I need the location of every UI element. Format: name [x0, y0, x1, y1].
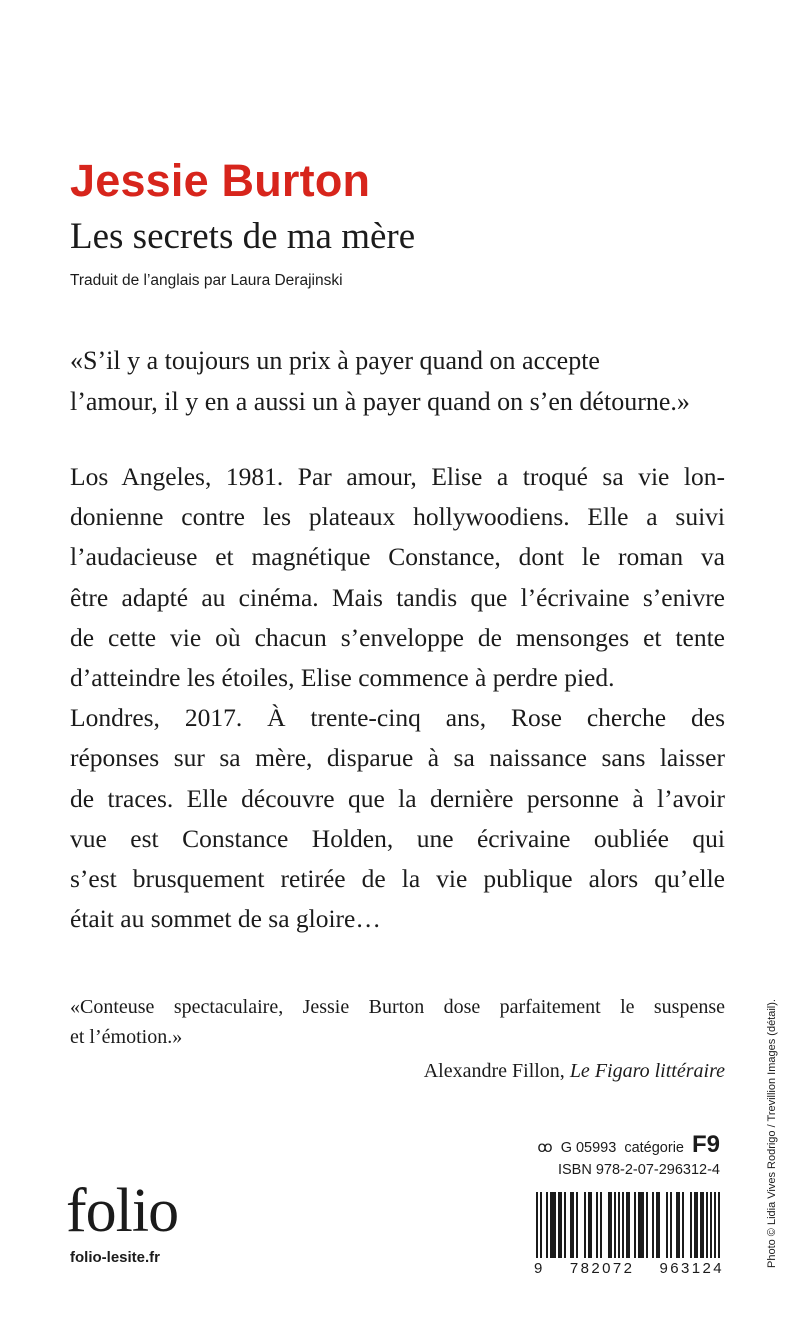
epigraph-line: «S’il y a toujours un prix à payer quand on accepte: [70, 346, 600, 375]
publisher-website: folio-lesite.fr: [70, 1249, 161, 1266]
category-label: catégorie: [624, 1140, 684, 1156]
barcode-bar: [656, 1192, 660, 1258]
review-source: [70, 1056, 725, 1086]
press-review: [70, 992, 725, 1086]
translator-credit: Traduit de l’anglais par Laura Derajinski: [70, 272, 343, 289]
barcode-digit-group: 9: [534, 1260, 545, 1277]
barcode-bar: [558, 1192, 562, 1258]
folio-logo: folio: [66, 1177, 179, 1245]
barcode-bar: [700, 1192, 704, 1258]
barcode-bar: [706, 1192, 708, 1258]
barcode-bar: [584, 1192, 586, 1258]
barcode-digit-group: 963124: [659, 1260, 724, 1277]
summary-line: Los Angeles, 1981. Par amour, Elise a troqué sa vie lon-: [70, 462, 725, 491]
barcode-bar: [718, 1192, 720, 1258]
category-code: F9: [691, 1131, 720, 1158]
summary-line: de cette vie où chacun s’enveloppe de mensonges et tente: [70, 622, 725, 652]
summary-line: était au sommet de sa gloire…: [70, 904, 381, 934]
barcode-bar: [710, 1192, 712, 1258]
summary-line: d’atteindre les étoiles, Elise commence à perdre pied.: [70, 663, 615, 693]
barcode-bar: [596, 1192, 598, 1258]
review-source-publication: Le Figaro littéraire: [569, 1060, 725, 1082]
summary-line: donienne contre les plateaux hollywoodiens. Elle a suivi: [70, 502, 725, 532]
barcode-bar: [638, 1192, 644, 1258]
barcode-bar: [622, 1192, 624, 1258]
book-summary: [70, 457, 725, 939]
barcode-bar: [618, 1192, 620, 1258]
summary-line: s’est brusquement retirée de la vie publique alors qu’elle: [70, 864, 725, 894]
barcode-bar: [540, 1192, 542, 1258]
epigraph-line: l’amour, il y en a aussi un à payer quand on s’en détourne.»: [70, 387, 690, 416]
catalog-info: [537, 1133, 720, 1157]
barcode: [534, 1192, 724, 1276]
barcode-bar: [634, 1192, 636, 1258]
summary-line: être adapté au cinéma. Mais tandis que l’écrivaine s’enivre: [70, 582, 725, 612]
barcode-bar: [614, 1192, 616, 1258]
barcode-bar: [588, 1192, 592, 1258]
barcode-bar: [670, 1192, 672, 1258]
barcode-bar: [676, 1192, 680, 1258]
barcode-digits: [534, 1261, 724, 1276]
author-name: Jessie Burton: [70, 155, 371, 206]
summary-line: l’audacieuse et magnétique Constance, dont le roman va: [70, 542, 725, 572]
barcode-bar: [576, 1192, 578, 1258]
barcode-bar: [690, 1192, 692, 1258]
isbn-number: ISBN 978-2-07-296312-4: [557, 1162, 720, 1178]
summary-line: réponses sur sa mère, disparue à sa naissance sans laisser: [70, 743, 725, 773]
barcode-bar: [626, 1192, 630, 1258]
barcode-digit-group: 782072: [569, 1260, 635, 1277]
gallimard-logo-icon: ꝏ: [537, 1139, 553, 1156]
epigraph-quote: [70, 340, 690, 422]
summary-line: Londres, 2017. À trente-cinq ans, Rose cherche des: [70, 703, 725, 733]
barcode-bar: [682, 1192, 684, 1258]
review-quote-line: et l’émotion.»: [70, 1026, 183, 1048]
barcode-bar: [652, 1192, 654, 1258]
barcode-bar: [536, 1192, 538, 1258]
barcode-bar: [564, 1192, 566, 1258]
summary-line: de traces. Elle découvre que la dernière personne à l’avoir: [70, 783, 725, 813]
barcode-bar: [600, 1192, 602, 1258]
barcode-bar: [694, 1192, 698, 1258]
review-quote-line: «Conteuse spectaculaire, Jessie Burton dose parfaitement le suspense: [70, 996, 725, 1018]
barcode-bars: [534, 1192, 724, 1258]
review-source-author: Alexandre Fillon,: [423, 1060, 570, 1082]
barcode-bar: [550, 1192, 556, 1258]
barcode-bar: [608, 1192, 612, 1258]
barcode-bar: [646, 1192, 648, 1258]
book-title: Les secrets de ma mère: [70, 216, 416, 257]
summary-line: vue est Constance Holden, une écrivaine oubliée qui: [70, 823, 725, 853]
barcode-bar: [546, 1192, 548, 1258]
barcode-bar: [714, 1192, 716, 1258]
catalog-code: G 05993: [560, 1140, 617, 1156]
photo-credit: Photo © Lidia Vives Rodrigo / Trevillion Images (détail).: [766, 999, 778, 1268]
barcode-bar: [570, 1192, 574, 1258]
barcode-bar: [666, 1192, 668, 1258]
